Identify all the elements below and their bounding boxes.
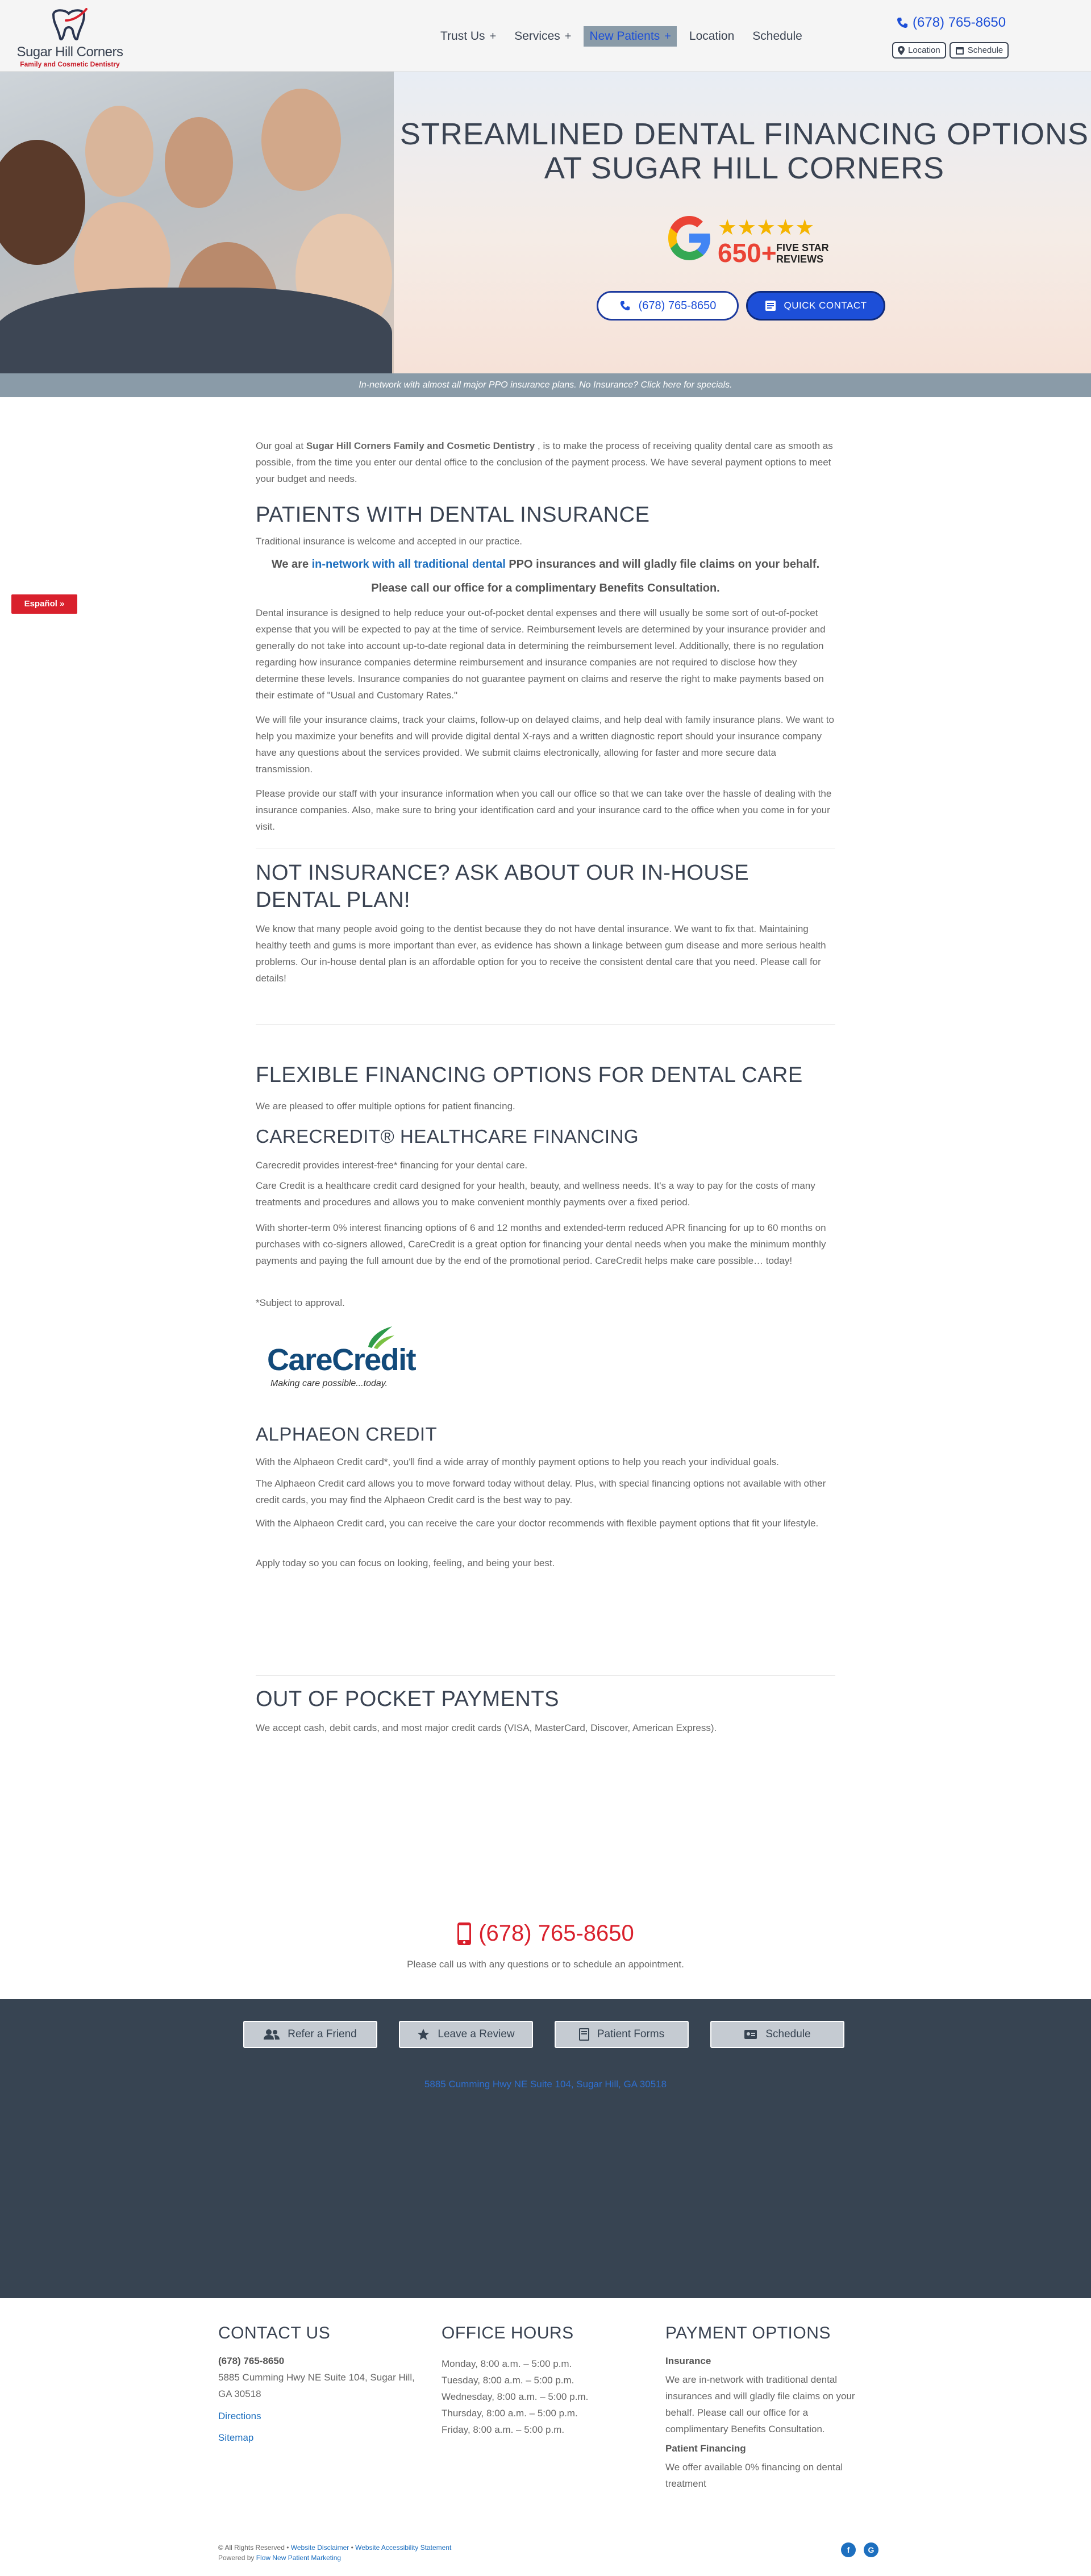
review-count: 650+ <box>718 238 777 268</box>
insurance-summary: We are in-network with traditional dental insurances and will gladly file claims on your behalf. Please call our office for a complimentary Benefits Consultation. <box>665 2374 855 2434</box>
map-pin-icon <box>898 46 905 55</box>
refer-a-friend-button[interactable] <box>243 2021 377 2048</box>
schedule-button[interactable] <box>950 42 1009 59</box>
hero-phone-button[interactable] <box>597 291 739 321</box>
subject-to-approval: *Subject to approval. <box>256 1297 345 1308</box>
financing-heading: FLEXIBLE FINANCING OPTIONS FOR DENTAL CARE <box>256 1063 803 1087</box>
plus-icon: + <box>564 30 572 43</box>
star-icon <box>417 2028 430 2041</box>
form-icon <box>765 300 776 311</box>
main-nav <box>435 25 815 48</box>
info-footer <box>0 2298 1091 2576</box>
button-label: Patient Forms <box>597 2028 665 2040</box>
insurance-subheading: Insurance <box>665 2356 711 2366</box>
alphaeon-paragraph: With the Alphaeon Credit card, you can receive the care your doctor recommends with flexible payment options that fit your lifestyle. <box>256 1518 819 1529</box>
website-disclaimer-link[interactable]: Website Disclaimer <box>290 2544 349 2552</box>
google-rating-badge[interactable] <box>664 213 834 275</box>
header-phone-link[interactable] <box>897 15 1006 31</box>
call-phone-number: (678) 765-8650 <box>478 1921 634 1946</box>
section-divider <box>256 1675 835 1676</box>
contact-heading: CONTACT US <box>218 2324 331 2342</box>
financing-intro: We are pleased to offer multiple options for patient financing. <box>256 1101 515 1112</box>
button-label: Leave a Review <box>438 2028 515 2040</box>
powered-by-link[interactable]: Flow New Patient Marketing <box>256 2554 342 2562</box>
powered-by: Powered by <box>218 2554 256 2562</box>
payment-options-heading: PAYMENT OPTIONS <box>665 2324 831 2342</box>
hours-row: Wednesday, 8:00 a.m. – 5:00 p.m. <box>442 2391 589 2402</box>
carecredit-wordmark: CareCredit <box>267 1343 416 1377</box>
footer-action-buttons <box>243 2021 866 2048</box>
button-label: Schedule <box>765 2028 811 2040</box>
office-hours-heading: OFFICE HOURS <box>442 2324 574 2342</box>
footer-schedule-button[interactable] <box>710 2021 844 2048</box>
text: PPO insurances and will gladly file claims on your behalf. <box>505 558 820 571</box>
alphaeon-paragraph: The Alphaeon Credit card allows you to move forward today without delay. Plus, with special financing options not available with other credit cards, you may find the Alphaeon Credit card is the best way to pay. <box>256 1478 826 1505</box>
facebook-icon[interactable]: f <box>841 2542 856 2557</box>
plus-icon: + <box>664 30 671 43</box>
footer-address-link[interactable]: 5885 Cumming Hwy NE Suite 104, Sugar Hill, GA 30518 <box>424 2079 667 2090</box>
separator: • <box>349 2544 356 2552</box>
call-phone-link[interactable] <box>457 1921 634 1946</box>
insurance-paragraph: Dental insurance is designed to help reduce your out-of-pocket dental expenses and there will usually be some sort of out-of-pocket expense that you will be expected to pay at the time of service. Reimbursement levels are determined by your insurance provider and generally do not take into account up-to-date regional data in determining the reimbursement level. Additionally, there is no regulation regarding how insurance companies determine reimbursement and insurance companies are not required to disclose how they determine these levels. Insurance companies do not guarantee payment on claims and reserve the right to make payments based on their estimate of "Usual and Customary Rates." <box>256 607 826 701</box>
nav-item-services[interactable] <box>509 26 577 47</box>
benefits-consultation-note: Please call our office for a complimentary Benefits Consultation. <box>371 582 720 594</box>
carecredit-logo[interactable] <box>267 1324 415 1392</box>
carecredit-paragraph: Carecredit provides interest-free* financing for your dental care. <box>256 1160 528 1171</box>
phone-icon <box>897 16 908 29</box>
insurance-paragraph: Please provide our staff with your insurance information when you call our office so that we can take over the hassle of dealing with the insurance companies. Also, make sure to bring your identification card and your insurance card to the office when you come in for your visit. <box>256 788 832 832</box>
nav-label: Schedule <box>752 30 802 43</box>
ppo-specials-banner[interactable]: In-network with almost all major PPO insurance plans. No Insurance? Click here for specials. <box>0 373 1091 397</box>
nav-label: Trust Us <box>440 30 485 43</box>
carecredit-paragraph: With shorter-term 0% interest financing options of 6 and 12 months and extended-term reduced APR financing for up to 60 months on purchases with co-signers allowed, CareCredit is a great option for financing your dental needs when you make the minimum monthly payments and paying the full amount due by the end of the promotional period. CareCredit helps make care possible… today! <box>256 1222 826 1266</box>
hours-row: Thursday, 8:00 a.m. – 5:00 p.m. <box>442 2408 578 2419</box>
alphaeon-heading: ALPHAEON CREDIT <box>256 1424 438 1445</box>
page-title: STREAMLINED DENTAL FINANCING OPTIONS AT SUGAR HILL CORNERS <box>399 117 1089 185</box>
contact-phone[interactable]: (678) 765-8650 <box>218 2356 285 2366</box>
location-button[interactable] <box>892 42 946 59</box>
site-logo[interactable] <box>10 5 130 66</box>
copyright: © All Rights Reserved • <box>218 2544 291 2552</box>
users-icon <box>264 2029 280 2040</box>
intro-text: Our goal at <box>256 440 306 451</box>
sitemap-link[interactable]: Sitemap <box>218 2432 254 2443</box>
logo-subtitle: Family and Cosmetic Dentistry <box>20 60 120 68</box>
quick-contact-button[interactable] <box>746 291 885 321</box>
hours-row: Tuesday, 8:00 a.m. – 5:00 p.m. <box>442 2375 574 2386</box>
nav-item-location[interactable] <box>684 26 740 47</box>
contact-column <box>218 2324 428 2449</box>
tooth-logo-icon <box>49 8 89 42</box>
contact-address: 5885 Cumming Hwy NE Suite 104, Sugar Hill, GA 30518 <box>218 2372 415 2399</box>
practice-name: Sugar Hill Corners Family and Cosmetic Dentistry <box>306 440 535 451</box>
schedule-button-label: Schedule <box>967 45 1003 55</box>
text: We are <box>271 558 312 571</box>
espanol-button[interactable]: Español » <box>11 594 77 614</box>
logo-name: Sugar Hill Corners <box>16 44 123 60</box>
review-label: FIVE STAR REVIEWS <box>776 242 829 265</box>
social-links <box>833 2542 878 2557</box>
in-network-link[interactable]: in-network with all traditional dental <box>311 558 506 571</box>
hero-phone-label: (678) 765-8650 <box>638 299 717 312</box>
carecredit-tagline: Making care possible...today. <box>270 1379 388 1388</box>
dental-plan-paragraph: We know that many people avoid going to the dentist because they do not have dental insurance. We want to fix that. Maintaining healthy teeth and gums is more important than ever, as evidence has shown a linkage between gum disease and more serious health problems. Our in-house dental plan is an affordable option for you to receive the consistent dental care that you need. Please call for details! <box>256 923 826 984</box>
in-network-statement <box>256 558 835 571</box>
out-of-pocket-heading: OUT OF POCKET PAYMENTS <box>256 1687 559 1711</box>
calendar-icon <box>955 46 964 55</box>
site-header <box>0 0 1091 72</box>
header-quick-buttons <box>892 42 1012 59</box>
section-divider <box>256 1024 835 1025</box>
insurance-heading: PATIENTS WITH DENTAL INSURANCE <box>256 503 650 527</box>
header-phone-number: (678) 765-8650 <box>913 15 1006 30</box>
mobile-phone-icon <box>457 1922 472 1946</box>
nav-item-schedule[interactable] <box>747 26 808 47</box>
id-card-icon <box>744 2029 757 2040</box>
plus-icon: + <box>489 30 497 43</box>
phone-icon <box>619 300 631 311</box>
nav-item-new-patients[interactable] <box>584 26 676 47</box>
dental-plan-heading: NOT INSURANCE? ASK ABOUT OUR IN-HOUSE DENTAL PLAN! <box>256 861 749 912</box>
hours-row: Monday, 8:00 a.m. – 5:00 p.m. <box>442 2358 572 2369</box>
carecredit-paragraph: Care Credit is a healthcare credit card designed for your health, beauty, and wellness needs. It's a way to pay for the costs of many treatments and procedures and allows you to make convenient monthly payments over a fixed period. <box>256 1180 815 1208</box>
nav-label: Services <box>514 30 560 43</box>
out-of-pocket-paragraph: We accept cash, debit cards, and most major credit cards (VISA, MasterCard, Discover, American Express). <box>256 1722 717 1733</box>
office-hours-column <box>442 2324 652 2438</box>
nav-label: New Patients <box>589 30 660 43</box>
google-icon[interactable]: G <box>864 2542 878 2557</box>
accessibility-statement-link[interactable]: Website Accessibility Statement <box>355 2544 452 2552</box>
intro-text: , is to make the process of receiving quality dental care as smooth as possible, from the time you enter our dental office to the conclusion of the payment process. We have several payment options to meet your budget and needs. <box>256 440 833 484</box>
footer-action-band <box>0 1999 1091 2298</box>
nav-item-trust-us[interactable] <box>435 26 502 47</box>
alphaeon-paragraph: With the Alphaeon Credit card*, you'll find a wide array of monthly payment options to help you reach your individual goals. <box>256 1456 779 1467</box>
location-button-label: Location <box>908 45 940 55</box>
hero-section <box>0 72 1091 373</box>
financing-subheading: Patient Financing <box>665 2443 746 2454</box>
patient-forms-button[interactable] <box>555 2021 689 2048</box>
button-label: Refer a Friend <box>288 2028 357 2040</box>
carecredit-heading: CARECREDIT® HEALTHCARE FINANCING <box>256 1126 639 1147</box>
document-icon <box>579 2028 589 2041</box>
quick-contact-label: QUICK CONTACT <box>784 300 867 311</box>
hours-row: Friday, 8:00 a.m. – 5:00 p.m. <box>442 2424 565 2435</box>
payment-options-column <box>665 2324 876 2492</box>
alphaeon-paragraph: Apply today so you can focus on looking, feeling, and being your best. <box>256 1558 555 1568</box>
team-photo <box>0 72 394 373</box>
insurance-intro: Traditional insurance is welcome and accepted in our practice. <box>256 536 523 547</box>
google-g-icon <box>664 213 715 264</box>
call-note: Please call us with any questions or to schedule an appointment. <box>407 1958 684 1970</box>
nav-label: Location <box>689 30 735 43</box>
five-stars-icon: ★★★★★ <box>718 216 815 240</box>
call-section <box>0 1921 1091 1970</box>
insurance-paragraph: We will file your insurance claims, track your claims, follow-up on delayed claims, and help deal with family insurance plans. We want to help you maximize your benefits and will provide digital dental X-rays and a written diagnostic report should your insurance company have any questions about the services provided. We submit claims electronically, allowing for faster and more secure data transmission. <box>256 714 834 775</box>
directions-link[interactable]: Directions <box>218 2411 261 2421</box>
legal-notes <box>218 2542 451 2563</box>
financing-summary: We offer available 0% financing on dental treatment <box>665 2462 843 2489</box>
intro-paragraph <box>256 438 835 487</box>
leave-a-review-button[interactable] <box>399 2021 533 2048</box>
